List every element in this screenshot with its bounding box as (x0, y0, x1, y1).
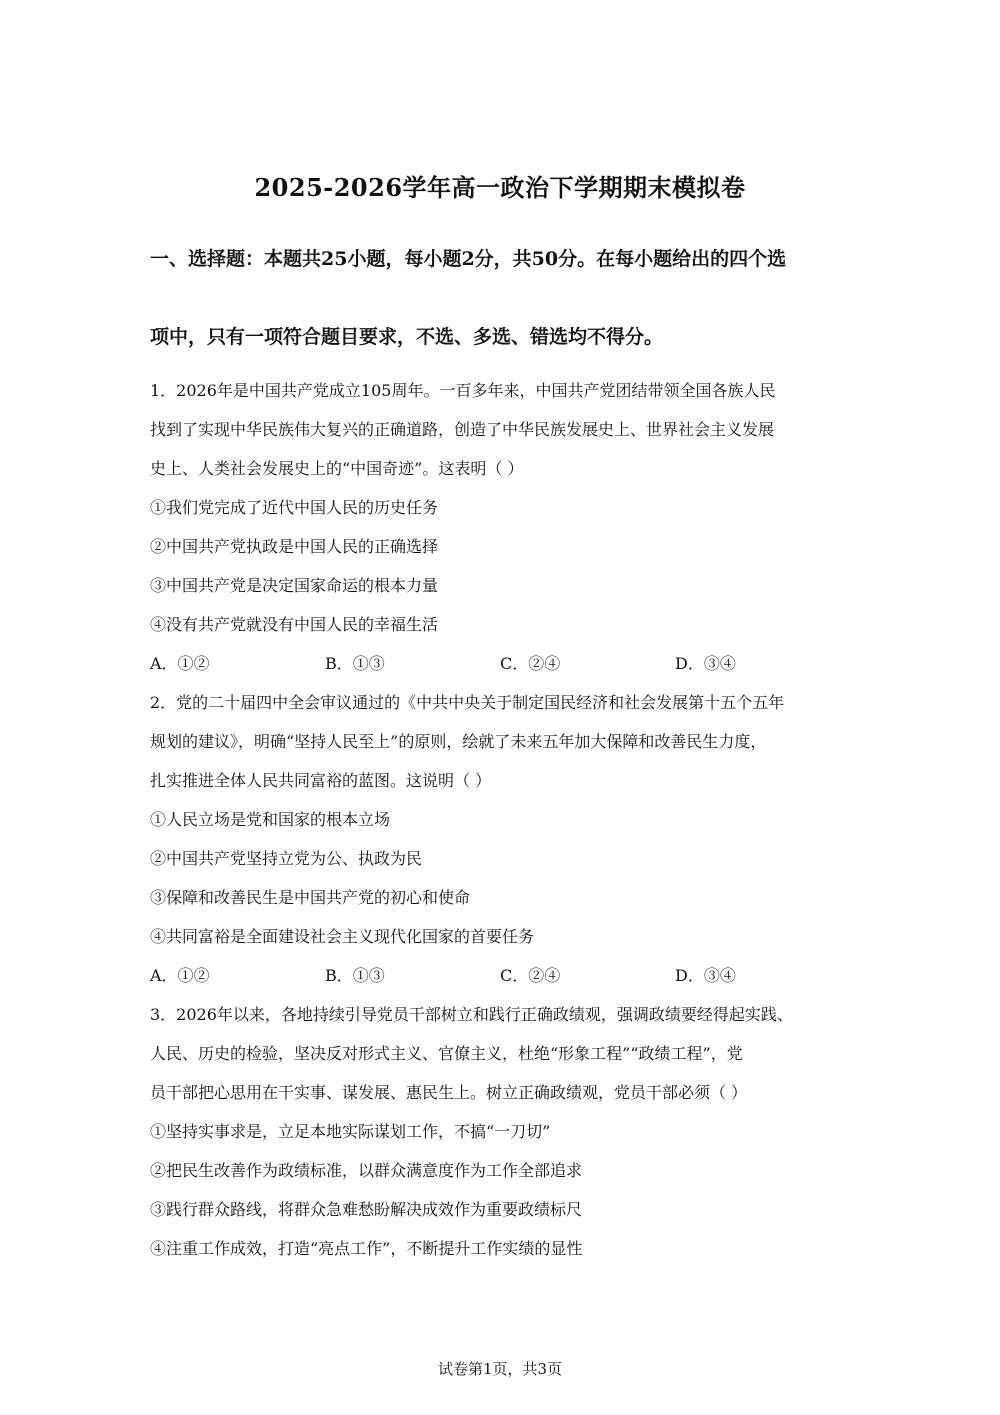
statement-option: ③中国共产党是决定国家命运的根本力量 (150, 576, 439, 595)
choice-d: D．③④ (675, 654, 736, 673)
choice-b: B．①③ (325, 654, 385, 673)
answer-choices (150, 956, 870, 995)
question-stem-line: 3．2026年以来，各地持续引导党员干部树立和践行正确政绩观，强调政绩要经得起实践、 (150, 1005, 793, 1024)
statement-option: ①我们党完成了近代中国人民的历史任务 (150, 498, 439, 517)
choice-b: B．①③ (325, 966, 385, 985)
page-title: 2025-2026学年高一政治下学期期末模拟卷 (254, 173, 746, 202)
statement-option: ③保障和改善民生是中国共产党的初心和使命 (150, 888, 471, 907)
statement-option: ②把民生改善作为政绩标准，以群众满意度作为工作全部追求 (150, 1161, 583, 1180)
question-stem-line: 人民、历史的检验，坚决反对形式主义、官僚主义，杜绝“形象工程”“政绩工程”，党 (150, 1044, 743, 1063)
answer-choices (150, 644, 870, 683)
statement-option: ③践行群众路线，将群众急难愁盼解决成效作为重要政绩标尺 (150, 1200, 583, 1219)
statement-option: ④注重工作成效，打造“亮点工作”，不断提升工作实绩的显性 (150, 1239, 583, 1258)
question-stem-line: 2．党的二十届四中全会审议通过的《中共中央关于制定国民经济和社会发展第十五个五年 (150, 693, 785, 712)
section-heading-line-2: 项中，只有一项符合题目要求，不选、多选、错选均不得分。 (150, 326, 664, 348)
question-stem-line: 规划的建议》，明确“坚持人民至上”的原则，绘就了未来五年加大保障和改善民生力度， (150, 732, 767, 751)
statement-option: ②中国共产党坚持立党为公、执政为民 (150, 849, 423, 868)
question-stem-line: 1．2026年是中国共产党成立105周年。一百多年来，中国共产党团结带领全国各族人民 (150, 381, 776, 400)
question-3 (150, 995, 870, 1268)
question-2 (150, 683, 870, 995)
question-1 (150, 371, 870, 683)
choice-c: C．②④ (500, 966, 561, 985)
section-heading-line-1: 一、选择题：本题共25小题，每小题2分，共50分。在每小题给出的四个选 (150, 248, 787, 270)
statement-option: ②中国共产党执政是中国人民的正确选择 (150, 537, 439, 556)
choice-c: C．②④ (500, 654, 561, 673)
choice-a: A．①② (150, 966, 210, 985)
question-list (150, 371, 870, 1268)
question-stem-line: 找到了实现中华民族伟大复兴的正确道路，创造了中华民族发展史上、世界社会主义发展 (150, 420, 775, 439)
statement-option: ④没有共产党就没有中国人民的幸福生活 (150, 615, 439, 634)
question-stem-line: 扎实推进全体人民共同富裕的蓝图。这说明（ ） (150, 771, 492, 790)
statement-option: ①坚持实事求是，立足本地实际谋划工作，不搞“一刀切” (150, 1122, 551, 1141)
statement-option: ④共同富裕是全面建设社会主义现代化国家的首要任务 (150, 927, 535, 946)
choice-d: D．③④ (675, 966, 736, 985)
choice-a: A．①② (150, 654, 210, 673)
statement-option: ①人民立场是党和国家的根本立场 (150, 810, 391, 829)
page-footer: 试卷第1页，共3页 (437, 1360, 563, 1378)
question-stem-line: 员干部把心思用在干实事、谋发展、惠民生上。树立正确政绩观，党员干部必须（ ） (150, 1083, 748, 1102)
question-stem-line: 史上、人类社会发展史上的“中国奇迹”。这表明（ ） (150, 459, 524, 478)
